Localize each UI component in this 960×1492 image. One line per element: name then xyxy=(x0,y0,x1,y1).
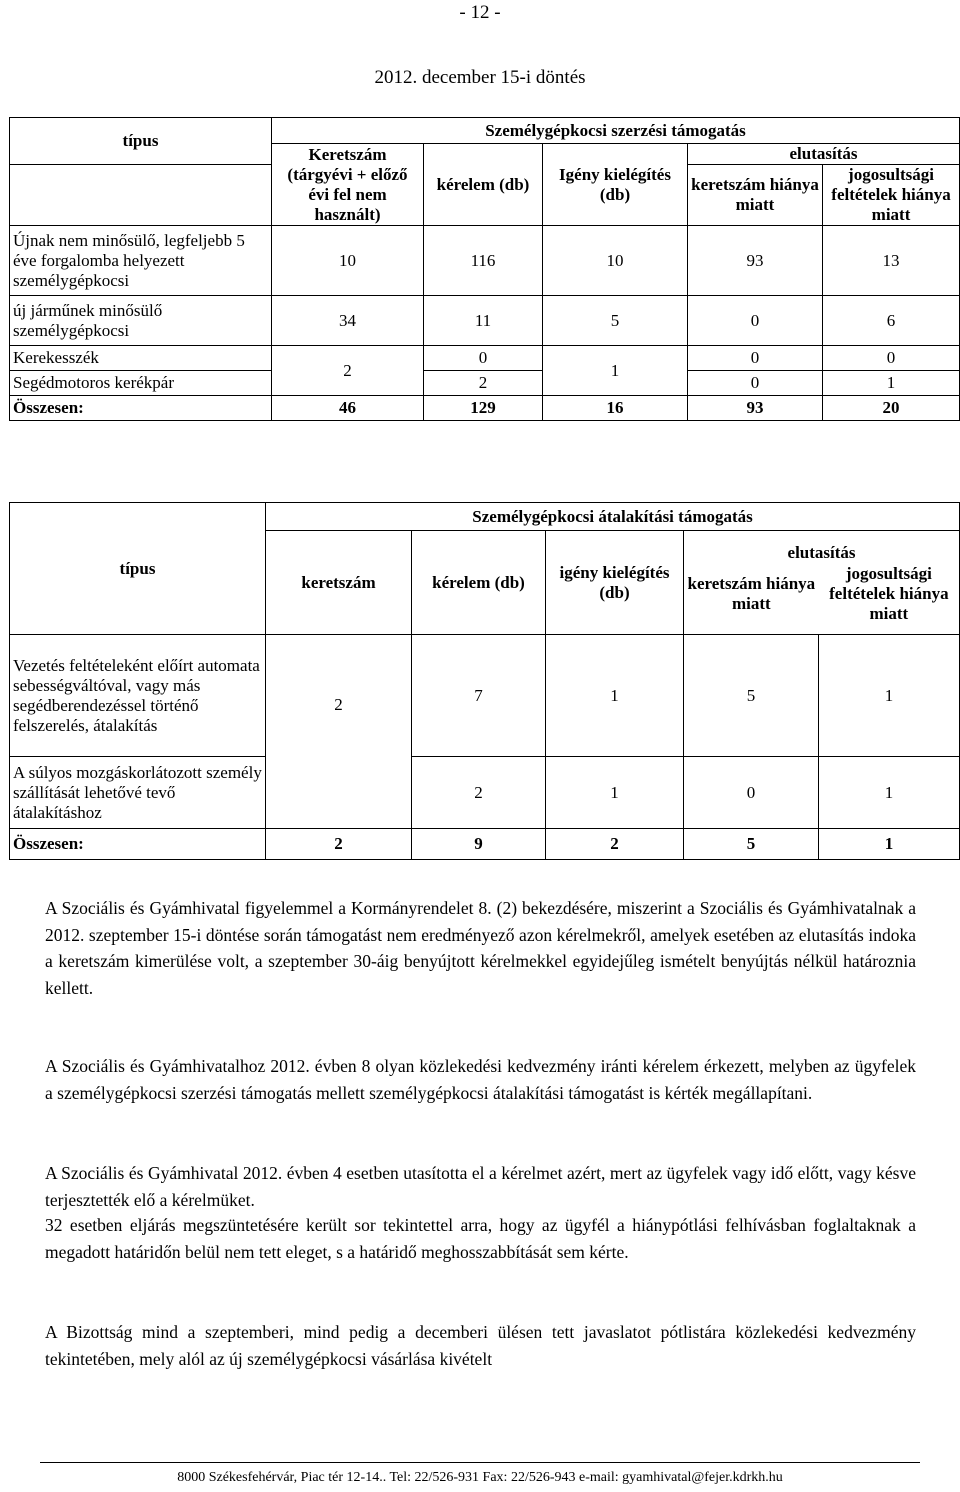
footer-address: 8000 Székesfehérvár, Piac tér 12-14.. Tel: 22/526-931 Fax: 22/526-943 e-mail: gyamhivatal@fejer.kdrkh.hu xyxy=(177,1470,783,1485)
header-igeny: igény kielégítés (db) xyxy=(546,531,684,635)
cell: 2 xyxy=(266,829,412,860)
cell: 34 xyxy=(272,296,424,346)
cell: 5 xyxy=(684,635,819,757)
cell: 0 xyxy=(688,296,823,346)
total-row xyxy=(10,396,960,421)
cell: 46 xyxy=(272,396,424,421)
cell: 16 xyxy=(543,396,688,421)
decision-title: 2012. december 15-i döntés xyxy=(374,67,586,88)
cell: 5 xyxy=(543,296,688,346)
paragraph: A Bizottság mind a szeptemberi, mind pedig a decemberi ülésen tett javaslatot pótlistára közlekedési kedvezmény tekintetében, mely alól az új személygépkocsi vásárlása kivételt xyxy=(45,1322,916,1369)
total-label: Összesen: xyxy=(10,829,266,860)
cell: 1 xyxy=(823,371,960,396)
cell: 6 xyxy=(823,296,960,346)
table-row xyxy=(10,635,960,757)
header-keretszam: Keretszám (tárgyévi + előző évi fel nem használt) xyxy=(272,144,424,226)
header-keretszam: keretszám xyxy=(266,531,412,635)
page-number: - 12 - xyxy=(459,2,501,23)
cell: 5 xyxy=(684,829,819,860)
header-jogosultsagi: jogosultsági feltételek hiánya miatt xyxy=(829,563,949,623)
cell: 2 xyxy=(266,635,412,829)
conversion-support-table xyxy=(9,502,960,860)
cell: 0 xyxy=(684,757,819,829)
header-igeny: Igény kielégítés (db) xyxy=(543,144,688,226)
cell: 2 xyxy=(424,371,543,396)
paragraph: A Szociális és Gyámhivatal 2012. évben 4 esetben utasította el a kérelmet azért, mert az ügyfelek vagy idő előtt, vagy késve terjesztették elő a kérelmüket. xyxy=(45,1163,916,1210)
cell: 1 xyxy=(543,346,688,396)
cell: 10 xyxy=(272,226,424,296)
row-label: A súlyos mozgáskorlátozott személy szállítását lehetővé tevő átalakításhoz xyxy=(10,757,266,829)
table-row xyxy=(10,757,960,829)
header-tipus: típus xyxy=(10,503,266,635)
paragraph: A Szociális és Gyámhivatal figyelemmel a Kormányrendelet 8. (2) bekezdésére, miszerint a Szociális és Gyámhivatalnak a 2012. szeptember 15-i döntése során támogatást nem eredményező azon kérelmekről, amelyek esetében az elutasítás indoka a keretszám kimerülése volt, a szeptember 30-áig benyújtott kérelmekkel egyidejűleg ismételt benyújtás nélkül határoznia kellett. xyxy=(45,898,916,998)
cell: 0 xyxy=(688,346,823,371)
table-row xyxy=(10,226,960,296)
total-label: Összesen: xyxy=(10,396,272,421)
purchase-support-table xyxy=(9,117,960,421)
cell: 10 xyxy=(543,226,688,296)
header-kerelem: kérelem (db) xyxy=(424,144,543,226)
row-label: Újnak nem minősülő, legfeljebb 5 éve forgalomba helyezett személygépkocsi xyxy=(10,226,272,296)
paragraph: A Szociális és Gyámhivatalhoz 2012. évben 8 olyan közlekedési kedvezmény iránti kérelem érkezett, melyben az ügyfelek a személygépkocsi szerzési támogatás mellett személygépkocsi átalakítási támogatást is kérték megállapítani. xyxy=(45,1056,916,1103)
cell: 1 xyxy=(546,757,684,829)
cell: 93 xyxy=(688,396,823,421)
cell: 0 xyxy=(823,346,960,371)
header-keretszam-hianya: keretszám hiánya miatt xyxy=(687,573,816,613)
cell: 9 xyxy=(412,829,546,860)
cell: 129 xyxy=(424,396,543,421)
cell: 116 xyxy=(424,226,543,296)
cell: 11 xyxy=(424,296,543,346)
cell: 1 xyxy=(546,635,684,757)
cell: 1 xyxy=(819,829,960,860)
header-keretszam-hianya: keretszám hiánya miatt xyxy=(688,165,823,226)
cell: 2 xyxy=(272,346,424,396)
table-row xyxy=(10,296,960,346)
cell: 1 xyxy=(819,757,960,829)
cell: 7 xyxy=(412,635,546,757)
header-elutasitas: elutasítás xyxy=(688,144,960,165)
header-kerelem: kérelem (db) xyxy=(412,531,546,635)
header-jogosultsagi: jogosultsági feltételek hiánya miatt xyxy=(823,165,960,226)
row-label: Segédmotoros kerékpár xyxy=(10,371,272,396)
cell: 13 xyxy=(823,226,960,296)
header-elutasitas: elutasítás xyxy=(787,542,856,562)
row-label: új járműnek minősülő személygépkocsi xyxy=(10,296,272,346)
table-row xyxy=(10,346,960,371)
cell: 2 xyxy=(546,829,684,860)
cell: 20 xyxy=(823,396,960,421)
total-row xyxy=(10,829,960,860)
cell: 2 xyxy=(412,757,546,829)
cell: 0 xyxy=(424,346,543,371)
table-caption: Személygépkocsi átalakítási támogatás xyxy=(266,503,960,531)
footer-divider xyxy=(40,1462,920,1463)
cell: 0 xyxy=(688,371,823,396)
table-row xyxy=(10,371,960,396)
cell: 93 xyxy=(688,226,823,296)
row-label: Kerekesszék xyxy=(10,346,272,371)
table-caption: Személygépkocsi szerzési támogatás xyxy=(272,118,960,144)
paragraph: 32 esetben eljárás megszüntetésére került sor tekintettel arra, hogy az ügyfél a hiánypótlási felhívásban foglaltaknak a megadott határidőn belül nem tett eleget, s a határidő meghosszabbítását sem kérte. xyxy=(45,1215,916,1262)
cell: 1 xyxy=(819,635,960,757)
row-label: Vezetés feltételeként előírt automata sebességváltóval, vagy más segédberendezéssel történő felszerelés, átalakítás xyxy=(10,635,266,757)
header-tipus: típus xyxy=(10,118,272,165)
